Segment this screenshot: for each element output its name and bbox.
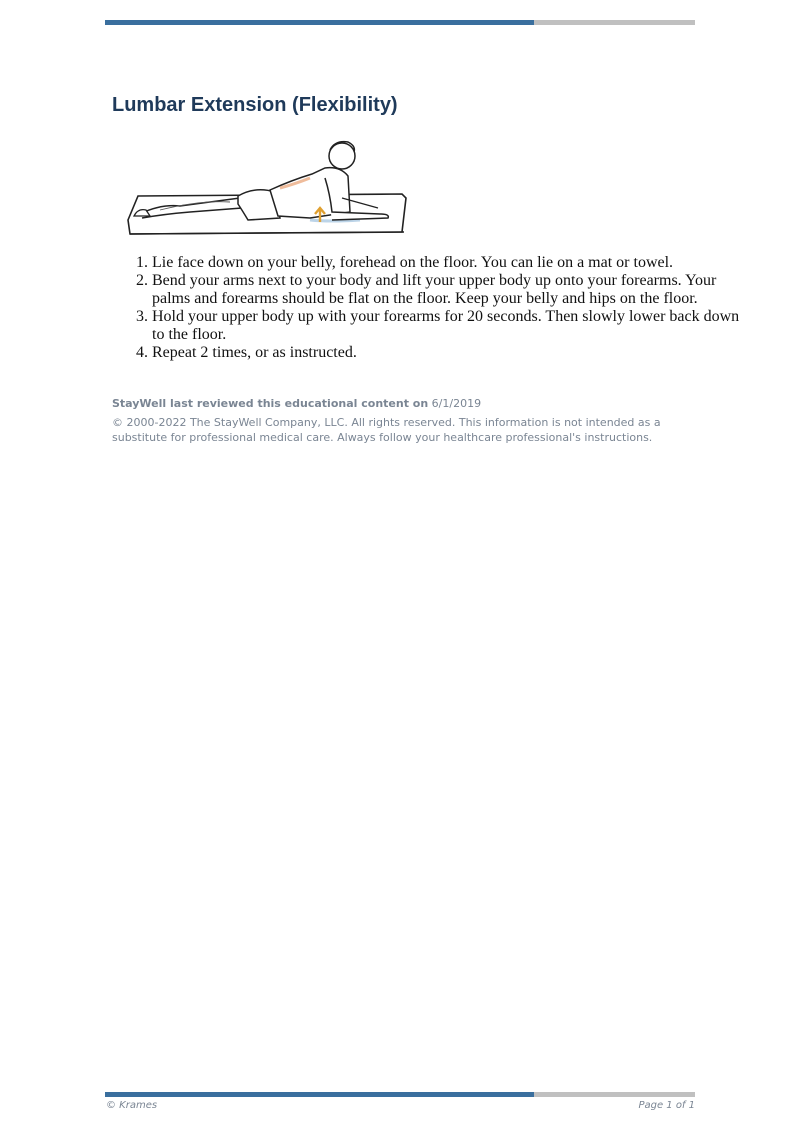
page-title: Lumbar Extension (Flexibility) <box>112 94 398 116</box>
instruction-steps <box>112 254 742 362</box>
copyright-notice: © 2000-2022 The StayWell Company, LLC. All rights reserved. This information is not intended as a substitute for professional medical care. Always follow your healthcare professional's instructions. <box>112 416 661 444</box>
footer-rule <box>105 1092 695 1097</box>
step-item: 2. Bend your arms next to your body and lift your upper body up onto your forearms. Your palms and forearms should be flat on the floor. Keep your belly and hips on the floor. <box>152 272 742 308</box>
step-item: 4. Repeat 2 times, or as instructed. <box>152 344 742 362</box>
person-prone-press-up-icon <box>120 138 410 240</box>
review-date: 6/1/2019 <box>431 397 482 410</box>
review-notice <box>112 397 481 410</box>
footer-rule-accent <box>105 1092 534 1097</box>
header-rule <box>105 20 695 25</box>
page-number: Page 1 of 1 <box>638 1100 695 1111</box>
footer-brand: © Krames <box>106 1100 158 1111</box>
footer-rule-gray <box>534 1092 695 1097</box>
exercise-illustration <box>120 138 410 240</box>
header-rule-gray <box>534 20 695 25</box>
review-label: StayWell last reviewed this educational content on <box>112 397 429 410</box>
step-item: 3. Hold your upper body up with your forearms for 20 seconds. Then slowly lower back down to the floor. <box>152 308 742 344</box>
header-rule-accent <box>105 20 534 25</box>
step-item: 1. Lie face down on your belly, forehead on the floor. You can lie on a mat or towel. <box>152 254 742 272</box>
